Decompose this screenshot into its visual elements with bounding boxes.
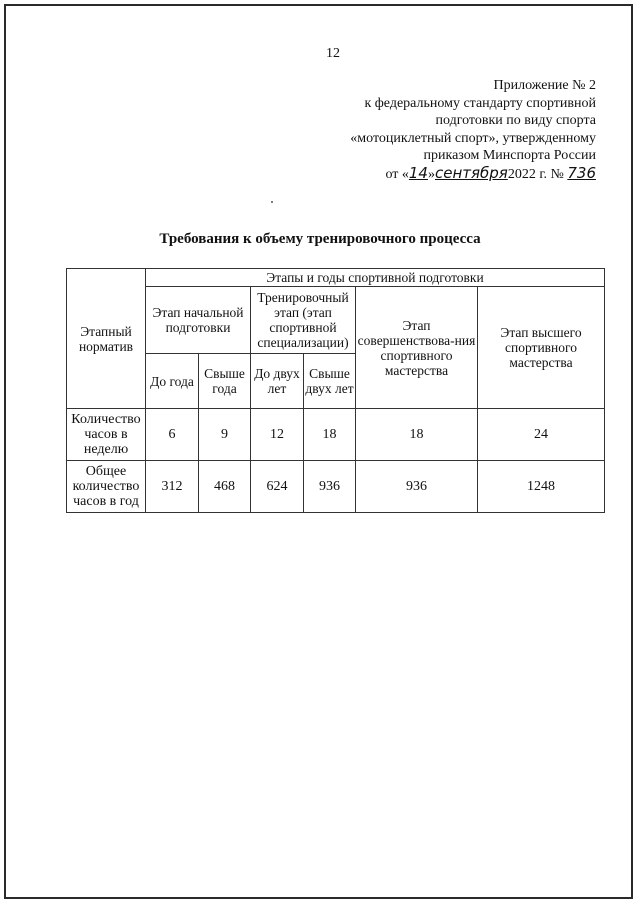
table-cell: 936 xyxy=(356,461,478,513)
table-cell: 9 xyxy=(199,409,251,461)
document-title: Требования к объему тренировочного процесса xyxy=(159,231,481,247)
subheader-until-two-years: До двух лет xyxy=(251,354,304,409)
row-label: Общее количество часов в год xyxy=(67,461,146,513)
header-stage-training: Тренировочный этап (этап спортивной специализации) xyxy=(251,287,356,354)
handwritten-number: 736 xyxy=(567,163,596,182)
subheader-over-two-years: Свыше двух лет xyxy=(304,354,356,409)
date-prefix: от « xyxy=(385,166,409,182)
scan-speck xyxy=(271,201,273,203)
table-cell: 12 xyxy=(251,409,304,461)
requirements-table xyxy=(66,268,605,513)
table-cell: 936 xyxy=(304,461,356,513)
header-stage-higher: Этап высшего спортивного мастерства xyxy=(478,287,605,409)
table-row xyxy=(67,409,605,461)
date-mid: » xyxy=(427,166,435,182)
table-cell: 624 xyxy=(251,461,304,513)
header-stages: Этапы и годы спортивной подготовки xyxy=(146,269,605,287)
header-stage-improvement: Этап совершенствова-ния спортивного мастерства xyxy=(356,287,478,409)
appendix-date-line xyxy=(296,165,596,184)
appendix-line: к федеральному стандарту спортивной xyxy=(364,95,596,111)
appendix-line: приказом Минспорта России xyxy=(423,148,596,163)
date-year: 2022 г. № xyxy=(507,166,564,182)
handwritten-month: сентября xyxy=(434,163,508,182)
table-cell: 468 xyxy=(199,461,251,513)
subheader-until-year: До года xyxy=(146,354,199,409)
appendix-line: «мотоциклетный спорт», утвержденному xyxy=(350,130,596,146)
table-row xyxy=(67,461,605,513)
handwritten-day: 14 xyxy=(408,163,428,182)
appendix-block xyxy=(296,77,596,183)
subheader-over-year: Свыше года xyxy=(199,354,251,409)
table-cell: 6 xyxy=(146,409,199,461)
page-number: 12 xyxy=(326,46,340,61)
table-cell: 312 xyxy=(146,461,199,513)
row-label: Количество часов в неделю xyxy=(67,409,146,461)
table-cell: 18 xyxy=(356,409,478,461)
header-stage-initial: Этап начальной подготовки xyxy=(146,287,251,354)
appendix-title: Приложение № 2 xyxy=(493,78,596,93)
table-cell: 1248 xyxy=(478,461,605,513)
table-cell: 24 xyxy=(478,409,605,461)
appendix-line: подготовки по виду спорта xyxy=(435,113,596,128)
header-norm: Этапный норматив xyxy=(67,269,146,409)
table-cell: 18 xyxy=(304,409,356,461)
